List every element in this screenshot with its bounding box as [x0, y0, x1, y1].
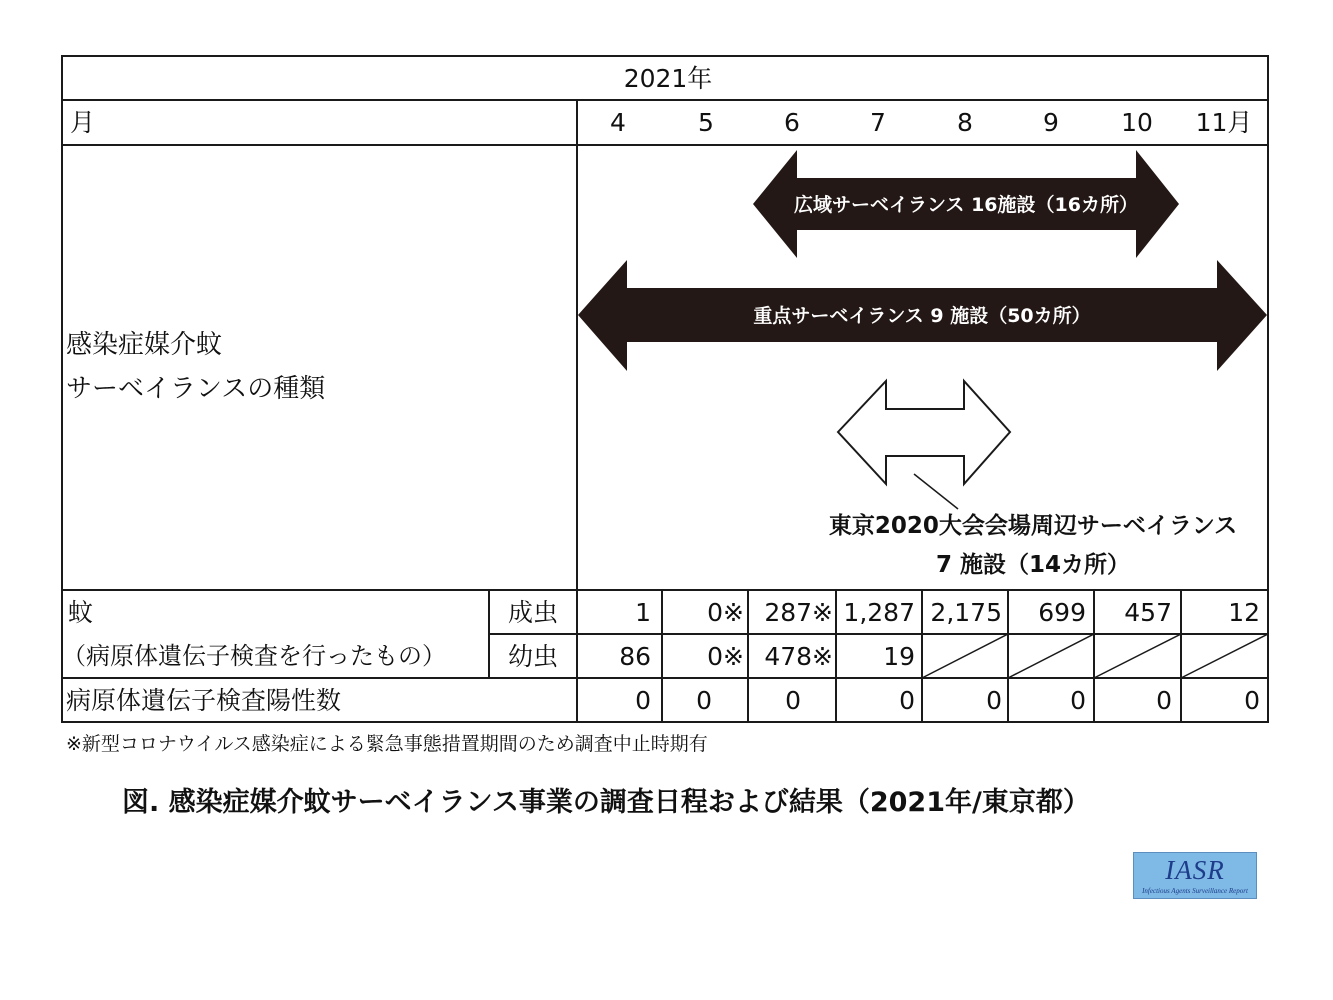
adult-value: 0※	[707, 598, 744, 627]
positive-value: 0	[1244, 686, 1260, 715]
footnote: ※新型コロナウイルス感染症による緊急事態措置期間のため調査中止時期有	[66, 733, 708, 755]
larva-value: 19	[883, 642, 915, 671]
larva-value: 86	[619, 642, 651, 671]
mosquito-label: 蚊	[68, 598, 94, 627]
month-label: 月	[70, 108, 96, 137]
mosquito-label: （病原体遺伝子検査を行ったもの）	[62, 642, 446, 670]
larva-label: 幼虫	[507, 642, 558, 671]
positive-value: 0	[1156, 686, 1172, 715]
positive-value: 0	[899, 686, 915, 715]
adult-value: 2,175	[930, 598, 1002, 627]
positive-label: 病原体遺伝子検査陽性数	[66, 686, 342, 715]
year-header: 2021年	[623, 64, 713, 93]
month-header: 4	[610, 108, 626, 137]
iasr-logo	[1133, 852, 1257, 899]
positive-value: 0	[785, 686, 801, 715]
positive-value: 0	[1070, 686, 1086, 715]
month-header: 8	[957, 108, 973, 137]
tokyo2020-arrow	[838, 381, 1010, 484]
wide-area-arrow-label: 広域サーベイランス 16施設（16カ所）	[794, 194, 1138, 216]
adult-value: 457	[1124, 598, 1172, 627]
tokyo2020-leader-line	[914, 474, 958, 509]
month-header: 5	[698, 108, 714, 137]
larva-value: 0※	[707, 642, 744, 671]
positive-value: 0	[696, 686, 712, 715]
positive-value: 0	[986, 686, 1002, 715]
month-header: 9	[1043, 108, 1059, 137]
month-header: 6	[784, 108, 800, 137]
adult-value: 287※	[764, 598, 833, 627]
adult-value: 699	[1038, 598, 1086, 627]
positive-value: 0	[635, 686, 651, 715]
adult-value: 1,287	[843, 598, 915, 627]
iasr-logo-text: IASR	[1165, 855, 1225, 885]
survey-type-label: 感染症媒介蚊	[66, 330, 223, 360]
month-header: 11月	[1195, 108, 1253, 137]
month-header: 10	[1121, 108, 1153, 137]
tokyo2020-label: 東京2020大会会場周辺サーベイランス	[828, 513, 1238, 539]
iasr-logo-subtitle: Infectious Agents Surveillance Report	[1142, 887, 1248, 895]
adult-label: 成虫	[507, 598, 558, 627]
survey-type-label: サーベイランスの種類	[66, 374, 326, 404]
adult-value: 12	[1228, 598, 1260, 627]
figure-caption: 図. 感染症媒介蚊サーベイランス事業の調査日程および結果（2021年/東京都）	[122, 787, 1090, 818]
adult-value: 1	[635, 598, 651, 627]
month-header: 7	[870, 108, 886, 137]
priority-arrow-label: 重点サーベイランス 9 施設（50カ所）	[753, 305, 1091, 327]
larva-value: 478※	[764, 642, 833, 671]
tokyo2020-label: 7 施設（14カ所）	[935, 552, 1131, 578]
